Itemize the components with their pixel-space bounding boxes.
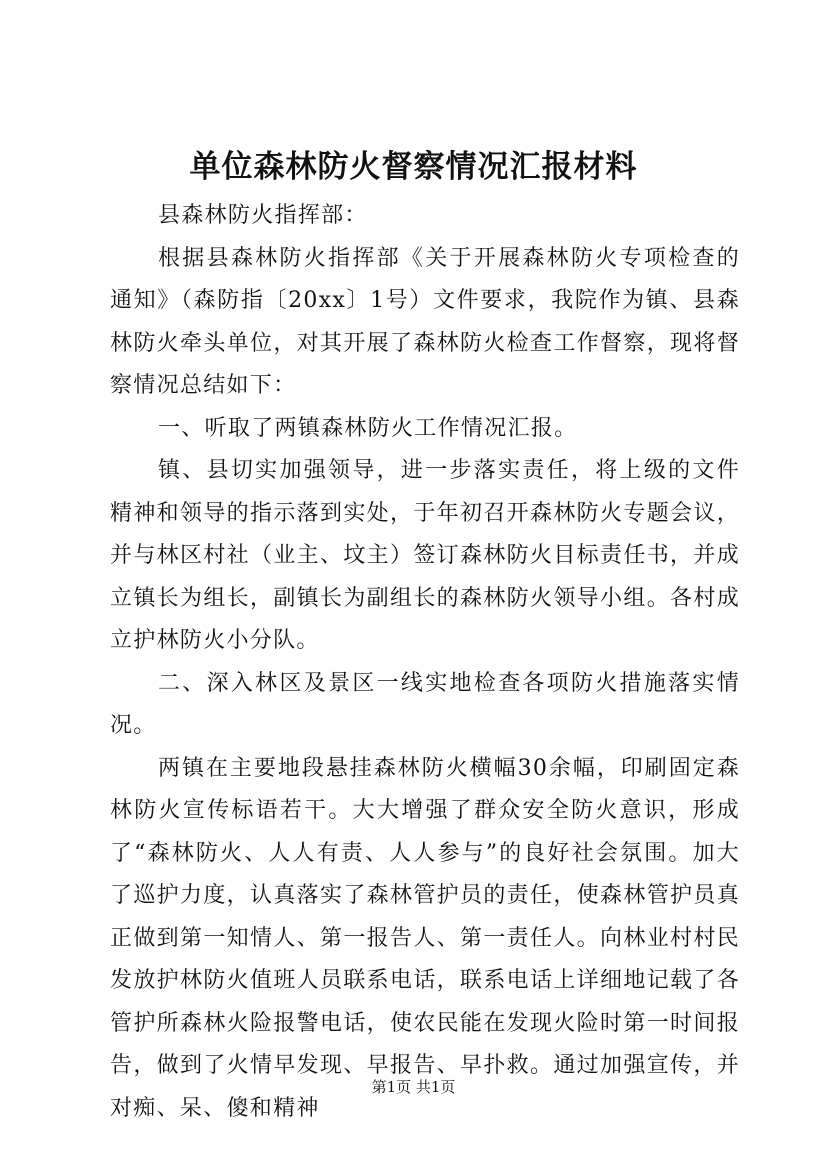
paragraph-3: 两镇在主要地段悬挂森林防火横幅30余幅，印刷固定森林防火宣传标语若干。大大增强了群众安全防火意识，形成了“森林防火、人人有责、人人参与”的良好社会氛围。加大了巡护力度，认真落实了森林管护员的责任，使森林管护员真正做到第一知情人、第一报告人、第一责任人。向林业村村民发放护林防火值班人员联系电话，联系电话上详细地记载了各管护所森林火险报警电话，使农民能在发现火险时第一时间报告，做到了火情早发现、早报告、早扑救。通过加强宣传，并对痴、呆、傻和精神	[110, 755, 740, 1121]
document-title: 单位森林防火督察情况汇报材料	[189, 149, 638, 185]
section-heading-2: 二、深入林区及景区一线实地检查各项防火措施落实情况。	[110, 670, 740, 738]
page-footer: 第1页 共1页	[371, 1078, 456, 1096]
paragraph-1: 根据县森林防火指挥部《关于开展森林防火专项检查的通知》（森防指〔20xx〕1号）文件要求，我院作为镇、县森林防火牵头单位，对其开展了森林防火检查工作督察，现将督察情况总结如下：	[110, 245, 740, 398]
section-heading-1: 一、听取了两镇森林防火工作情况汇报。	[158, 415, 578, 441]
greeting-line: 县森林防火指挥部：	[158, 203, 368, 228]
document-body	[110, 195, 740, 1130]
paragraph-2: 镇、县切实加强领导，进一步落实责任，将上级的文件精神和领导的指示落到实处，于年初召开森林防火专题会议，并与林区村社（业主、坟主）签订森林防火目标责任书，并成立镇长为组长，副镇长为副组长的森林防火领导小组。各村成立护林防火小分队。	[110, 458, 740, 653]
